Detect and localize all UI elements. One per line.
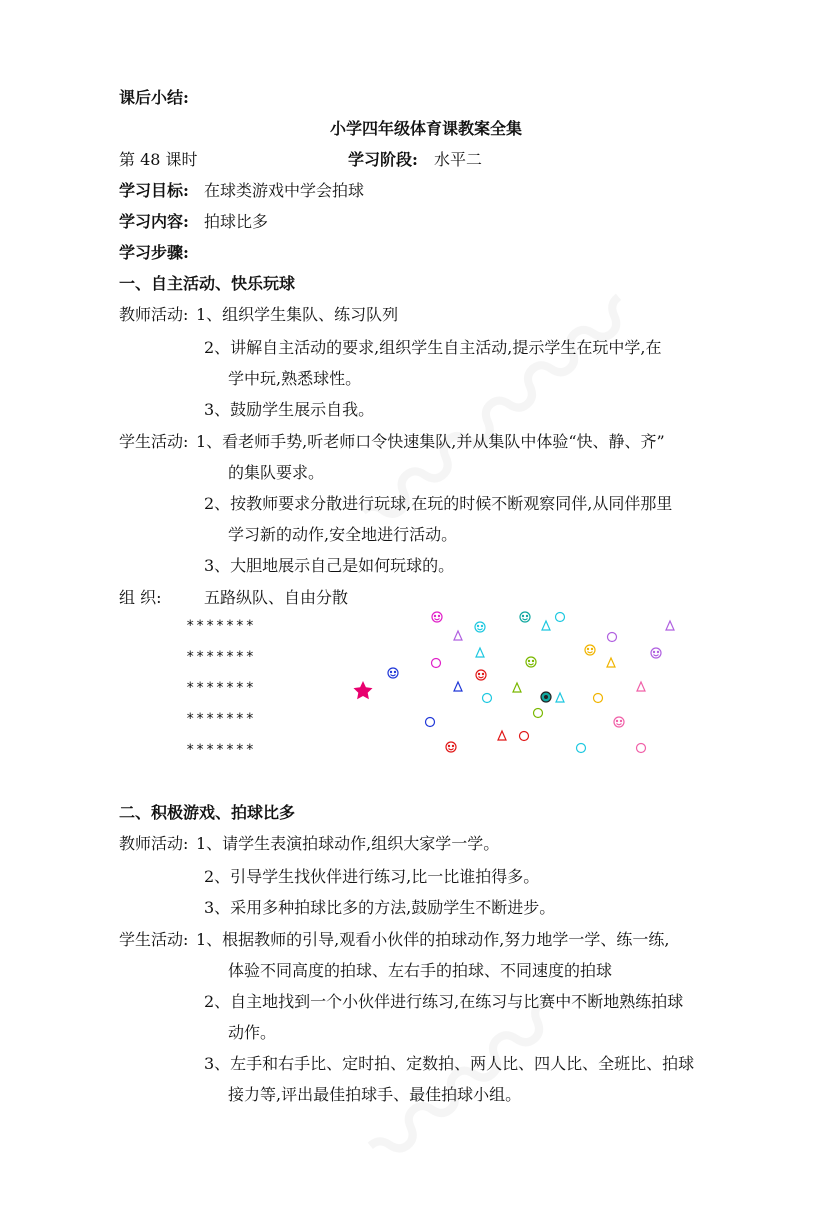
smiley-icon [432, 612, 442, 622]
student-item-continued: 体验不同高度的拍球、左右手的拍球、不同速度的拍球 [228, 961, 613, 980]
teacher-item: 1、请学生表演拍球动作,组织大家学一学。 [196, 834, 500, 853]
free-scatter-diagram [340, 600, 690, 765]
formation-row: ******* [186, 711, 256, 727]
smiley-icon [475, 622, 485, 632]
triangle-marker [476, 648, 484, 657]
smiley-icon [520, 612, 530, 622]
organization-label: 组 织: [119, 588, 162, 607]
student-item: 2、自主地找到一个小伙伴进行练习,在练习与比赛中不断地熟练拍球 [204, 992, 684, 1011]
ball-circle [594, 694, 603, 703]
formation-row: ******* [186, 680, 256, 696]
formation-row: ******* [186, 649, 256, 665]
teacher-activity-label: 教师活动: [119, 834, 189, 853]
section2-heading: 二、积极游戏、拍球比多 [119, 803, 296, 822]
teacher-star-icon [354, 681, 373, 699]
ball-circle [426, 718, 435, 727]
student-item-continued: 接力等,评出最佳拍球手、最佳拍球小组。 [228, 1085, 522, 1104]
triangle-marker [637, 682, 645, 691]
content-value: 拍球比多 [204, 212, 269, 231]
stage-value: 水平二 [434, 150, 483, 169]
student-item: 1、看老师手势,听老师口令快速集队,并从集队中体验“快、静、齐” [196, 432, 665, 451]
ball-circle [577, 744, 586, 753]
triangle-marker [513, 683, 521, 692]
student-item: 1、根据教师的引导,观看小伙伴的拍球动作,努力地学一学、练一练, [196, 930, 670, 949]
student-activity-label: 学生活动: [119, 432, 189, 451]
watermark [325, 948, 595, 1210]
teacher-item-continued: 学中玩,熟悉球性。 [228, 369, 362, 388]
student-item-continued: 的集队要求。 [228, 463, 325, 482]
smiley-icon [526, 657, 536, 667]
steps-label: 学习步骤: [119, 243, 189, 262]
student-item-continued: 动作。 [228, 1023, 277, 1042]
student-item: 2、按教师要求分散进行玩球,在玩的时候不断观察同伴,从同伴那里 [204, 494, 673, 513]
student-item-continued: 学习新的动作,安全地进行活动。 [228, 525, 458, 544]
smiley-icon [585, 645, 595, 655]
teacher-activity-label: 教师活动: [119, 305, 189, 324]
student-activity-label: 学生活动: [119, 930, 189, 949]
summary-label: 课后小结: [119, 88, 189, 107]
teacher-item: 3、采用多种拍球比多的方法,鼓励学生不断进步。 [204, 898, 556, 917]
triangle-marker [498, 731, 506, 740]
triangle-marker [542, 621, 550, 630]
smiley-icon [476, 670, 486, 680]
ball-icon [541, 692, 551, 702]
ball-circle [534, 709, 543, 718]
student-item: 3、大胆地展示自己是如何玩球的。 [204, 556, 455, 575]
ball-circle [608, 633, 617, 642]
teacher-item: 3、鼓励学生展示自我。 [204, 400, 375, 419]
teacher-item: 2、讲解自主活动的要求,组织学生自主活动,提示学生在玩中学,在 [204, 338, 662, 357]
ball-circle [637, 744, 646, 753]
triangle-marker [454, 631, 462, 640]
student-item: 3、左手和右手比、定时拍、定数拍、两人比、四人比、全班比、拍球 [204, 1054, 695, 1073]
smiley-icon [614, 717, 624, 727]
smiley-icon [388, 668, 398, 678]
content-label: 学习内容: [119, 212, 189, 231]
ball-circle [520, 732, 529, 741]
teacher-item: 1、组织学生集队、练习队列 [196, 305, 399, 324]
formation-row: ******* [186, 618, 256, 634]
section1-heading: 一、自主活动、快乐玩球 [119, 274, 296, 293]
ball-circle [432, 659, 441, 668]
lesson-number: 第 48 课时 [119, 150, 198, 169]
triangle-marker [556, 693, 564, 702]
objective-value: 在球类游戏中学会拍球 [204, 181, 365, 200]
organization-value: 五路纵队、自由分散 [204, 588, 349, 607]
triangle-marker [666, 621, 674, 630]
smiley-icon [651, 648, 661, 658]
triangle-marker [607, 658, 615, 667]
objective-label: 学习目标: [119, 181, 189, 200]
triangle-marker [454, 682, 462, 691]
ball-circle [556, 613, 565, 622]
smiley-icon [446, 742, 456, 752]
page-title: 小学四年级体育课教案全集 [330, 119, 523, 138]
stage-label: 学习阶段: [348, 150, 418, 169]
ball-circle [483, 694, 492, 703]
formation-row: ******* [186, 742, 256, 758]
teacher-item: 2、引导学生找伙伴进行练习,比一比谁拍得多。 [204, 867, 540, 886]
